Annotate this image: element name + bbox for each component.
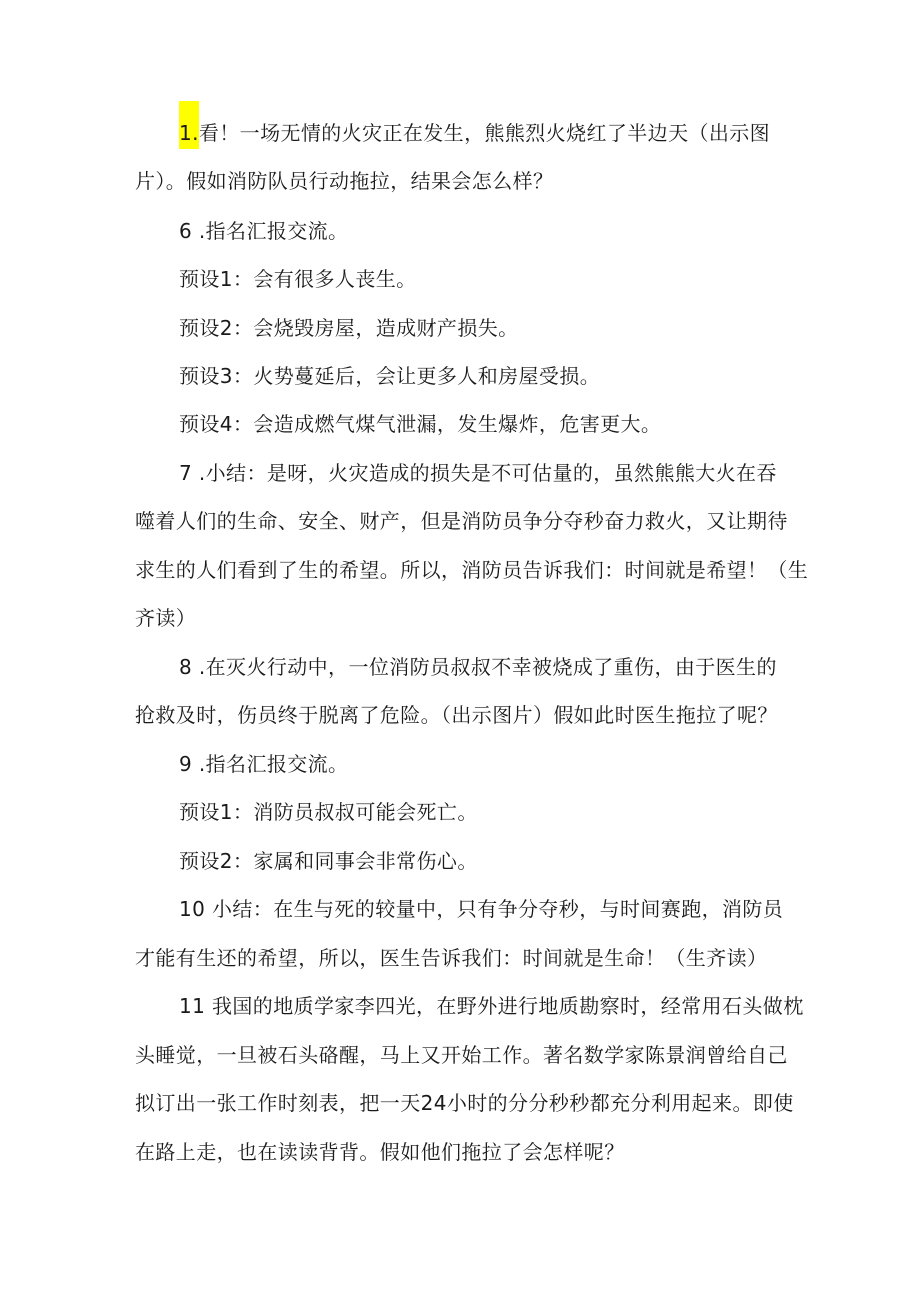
paragraph-10-line-1: 10 小结：在生与死的较量中，只有争分夺秒，与时间赛跑，消防员 xyxy=(179,897,784,921)
paragraph-11-line-1: 11 我国的地质学家李四光，在野外进行地质勘察时，经常用石头做枕 xyxy=(179,994,804,1018)
paragraph-7-line-2: 噬着人们的生命、安全、财产，但是消防员争分夺秒奋力救火，又让期待 xyxy=(135,509,788,533)
preset-4: 预设4：会造成燃气煤气泄漏，发生爆炸，危害更大。 xyxy=(179,412,662,436)
preset-1-b: 预设1：消防员叔叔可能会死亡。 xyxy=(179,800,478,824)
paragraph-1-line-1: 1.看！一场无情的火灾正在发生，熊熊烈火烧红了半边天（出示图 xyxy=(179,121,771,145)
paragraph-7-line-4: 齐读） xyxy=(135,606,197,630)
paragraph-11-line-4: 在路上走，也在读读背背。假如他们拖拉了会怎样呢？ xyxy=(135,1140,625,1164)
paragraph-6: 6 .指名汇报交流。 xyxy=(179,219,349,243)
paragraph-8-line-2: 抢救及时，伤员终于脱离了危险。（出示图片）假如此时医生拖拉了呢？ xyxy=(135,703,778,727)
preset-2-b: 预设2：家属和同事会非常伤心。 xyxy=(179,849,478,873)
paragraph-11-line-3: 拟订出一张工作时刻表，把一天24小时的分分秒秒都充分利用起来。即使 xyxy=(135,1091,794,1115)
preset-2: 预设2：会烧毁房屋，造成财产损失。 xyxy=(179,316,519,340)
preset-3: 预设3：火势蔓延后，会让更多人和房屋受损。 xyxy=(179,364,601,388)
preset-1: 预设1：会有很多人丧生。 xyxy=(179,267,417,291)
paragraph-9: 9 .指名汇报交流。 xyxy=(179,752,349,776)
paragraph-11-line-2: 头睡觉，一旦被石头硌醒，马上又开始工作。著名数学家陈景润曾给自己 xyxy=(135,1043,788,1067)
paragraph-8-line-1: 8 .在灭火行动中，一位消防员叔叔不幸被烧成了重伤，由于医生的 xyxy=(179,655,777,679)
paragraph-7-line-3: 求生的人们看到了生的希望。所以，消防员告诉我们：时间就是希望！（生 xyxy=(135,558,809,582)
paragraph-7-line-1: 7 .小结：是呀，火灾造成的损失是不可估量的，虽然熊熊大火在吞 xyxy=(179,461,777,485)
paragraph-1-line-2: 片）。假如消防队员行动拖拉，结果会怎么样？ xyxy=(135,169,554,193)
paragraph-10-line-2: 才能有生还的希望，所以，医生告诉我们：时间就是生命！（生齐读） xyxy=(135,946,768,970)
